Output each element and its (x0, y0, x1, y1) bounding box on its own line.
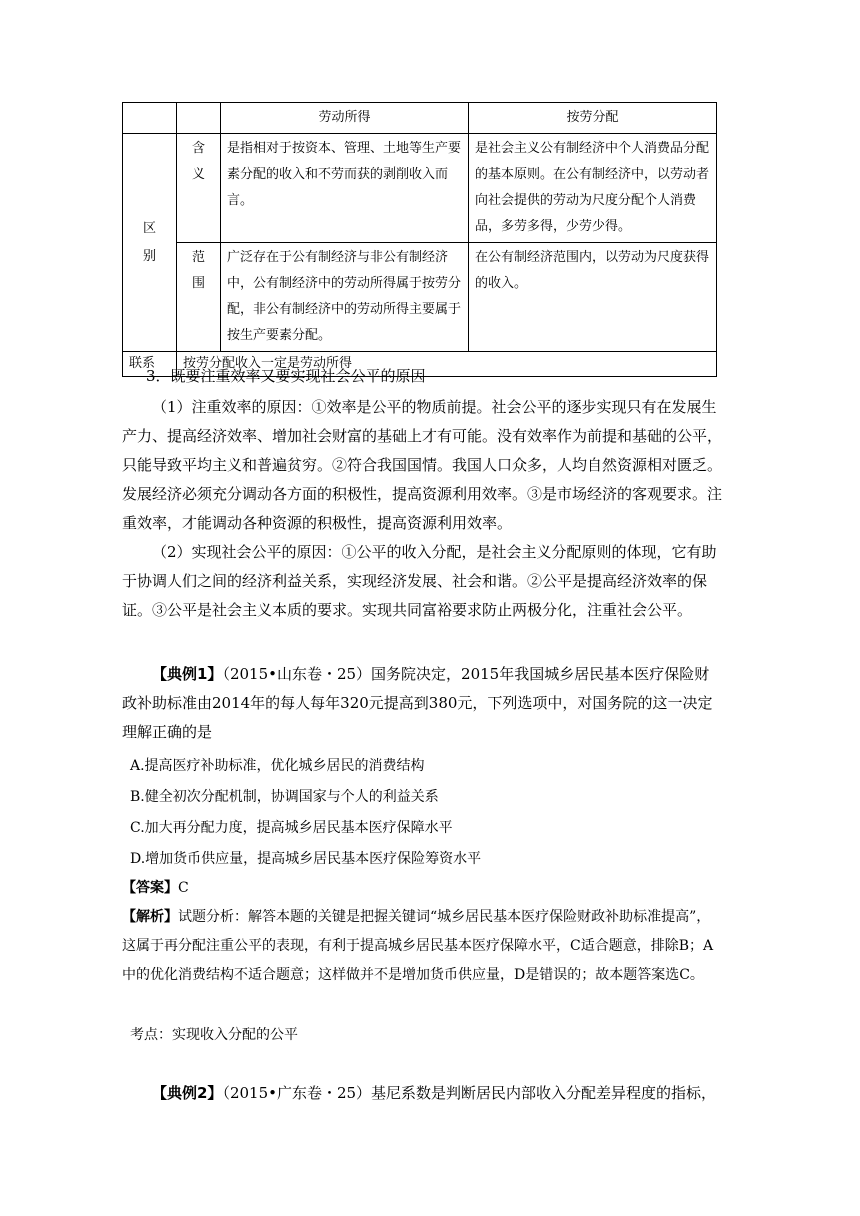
example2-question (122, 1079, 722, 1108)
example2-tag: 【典例2】 (152, 1084, 223, 1102)
header-cell-empty-1 (123, 103, 177, 134)
example1-source: （2015•山东卷・25） (222, 665, 372, 683)
example2-text: 基尼系数是判断居民内部收入分配差异程度的指标， (371, 1084, 717, 1102)
link-text: 按劳分配收入一定是劳动所得 (177, 352, 717, 377)
example1-kaodian: 考点：实现收入分配的公平 (130, 1027, 298, 1043)
header-distribution: 按劳分配 (469, 103, 717, 134)
example1-option-b: B.健全初次分配机制，协调国家与个人的利益关系 (130, 789, 439, 805)
header-labor-income: 劳动所得 (221, 103, 469, 134)
distinction-label (123, 134, 177, 352)
section3-paragraph-2: （2）实现社会公平的原因：①公平的收入分配，是社会主义分配原则的体现，它有助于协调人们之间的经济利益关系，实现经济发展、社会和谐。②公平是提高经济效率的保证。③公平是社会主义本质的要求。实现共同富裕要求防止两极分化，注重社会公平。 (122, 543, 717, 619)
example1-question-text: 国务院决定，2015年我国城乡居民基本医疗保险财政补助标准由2014年的每人每年320元提高到380元，下列选项中，对国务院的这一决定理解正确的是 (122, 665, 713, 741)
example2-source: （2015•广东卷・25） (222, 1084, 372, 1102)
analysis-label: 【解析】 (122, 909, 178, 925)
distinction-char-2: 别 (142, 248, 156, 264)
meaning-label (177, 134, 221, 243)
example1-tag: 【典例1】 (152, 665, 223, 683)
analysis-text: 试题分析：解答本题的关键是把握关键词“城乡居民基本医疗保险财政补助标准提高”，这属于再分配注重公平的表现，有利于提高城乡居民基本医疗保障水平，C适合题意，排除B；A中的优化消费结构不适合题意；这样做并不是增加货币供应量，D是错误的；故本题答案选C。 (122, 909, 714, 983)
example1-option-d: D.增加货币供应量，提高城乡居民基本医疗保险筹资水平 (130, 851, 482, 867)
example1-option-c: C.加大再分配力度，提高城乡居民基本医疗保障水平 (130, 820, 453, 836)
link-label: 联系 (123, 352, 177, 377)
example1-question (122, 660, 722, 747)
scope-distribution: 在公有制经济范围内，以劳动为尺度获得的收入。 (469, 243, 717, 352)
header-cell-empty-2 (177, 103, 221, 134)
answer-label: 【答案】 (122, 880, 178, 896)
scope-label (177, 243, 221, 352)
table-row-scope (123, 243, 717, 352)
example1-option-a: A.提高医疗补助标准，优化城乡居民的消费结构 (130, 758, 425, 774)
table-header-row (123, 103, 717, 134)
table-row-meaning (123, 134, 717, 243)
meaning-char-2: 义 (191, 167, 205, 182)
example1-answer (122, 874, 722, 903)
comparison-table (122, 102, 717, 377)
scope-char-1: 范 (191, 250, 205, 265)
section3-heading: 3．既要注重效率又要实现社会公平的原因 (146, 367, 426, 385)
distinction-char-1: 区 (142, 220, 156, 236)
meaning-char-1: 含 (191, 141, 205, 156)
answer-value: C (178, 880, 189, 896)
scope-char-2: 围 (191, 276, 205, 291)
example1-analysis (122, 903, 722, 990)
section3-paragraph-1: （1）注重效率的原因：①效率是公平的物质前提。社会公平的逐步实现只有在发展生产力、提高经济效率、增加社会财富的基础上才有可能。没有效率作为前提和基础的公平，只能导致平均主义和普遍贫穷。②符合我国国情。我国人口众多，人均自然资源相对匮乏。发展经济必须充分调动各方面的积极性，提高资源利用效率。③是市场经济的客观要求。注重效率，才能调动各种资源的积极性，提高资源利用效率。 (122, 398, 723, 532)
meaning-labor-income: 是指相对于按资本、管理、土地等生产要素分配的收入和不劳而获的剥削收入而言。 (221, 134, 469, 243)
meaning-distribution: 是社会主义公有制经济中个人消费品分配的基本原则。在公有制经济中，以劳动者向社会提供的劳动为尺度分配个人消费品，多劳多得，少劳少得。 (469, 134, 717, 243)
scope-labor-income: 广泛存在于公有制经济与非公有制经济中，公有制经济中的劳动所得属于按劳分配，非公有制经济中的劳动所得主要属于按生产要素分配。 (221, 243, 469, 352)
